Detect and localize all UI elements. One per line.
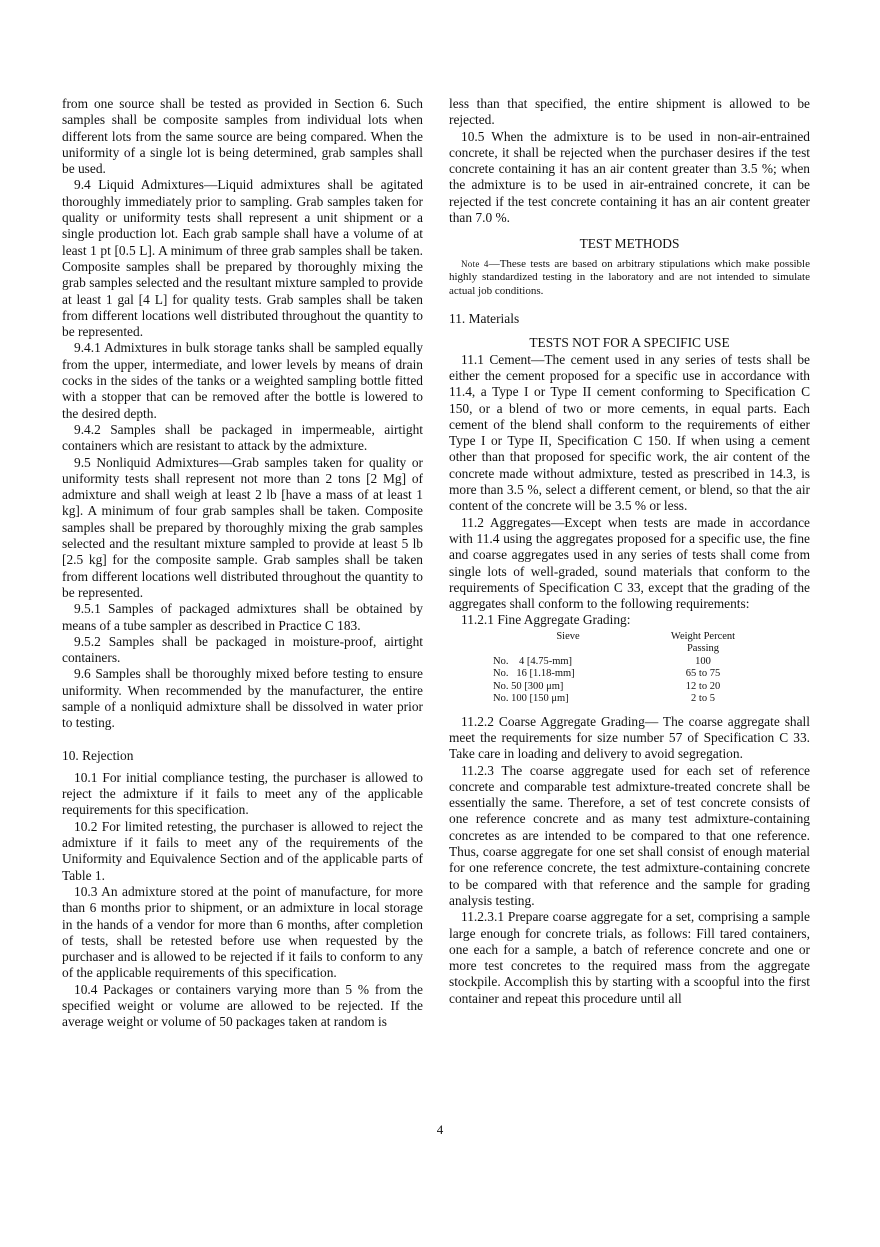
paragraph-9-4-1: 9.4.1 Admixtures in bulk storage tanks shall be sampled equally from the upper, intermediate, and lower levels by means of drain cocks in the sides of the tanks or a weighted sampling bottle fitted with a stopper that can be removed after the bottle is lowered to the desired depth.	[62, 340, 423, 421]
heading-test-methods: TEST METHODS	[579, 236, 680, 252]
paragraph-10-4: 10.4 Packages or containers varying more than 5 % from the specified weight or volume are allowed to be rejected. If the average weight or volume of 50 packages taken at random is	[62, 981, 423, 1030]
paragraph: less than that specified, the entire shipment is allowed to be rejected.	[449, 96, 810, 128]
note-text: —These tests are based on arbitrary stipulations which make possible highly standardized testing in the laboratory and are not intended to simulate actual job conditions.	[449, 257, 810, 298]
table-row	[493, 656, 763, 669]
sieve-cell: No. 16 [1.18-mm]	[493, 668, 575, 680]
heading-tests-not-specific: TESTS NOT FOR A SPECIFIC USE	[529, 335, 730, 351]
paragraph-9-4: 9.4 Liquid Admixtures—Liquid admixtures shall be agitated thoroughly immediately prior to sampling. Grab samples taken for quality or uniformity tests shall represent a unit shipment or a single production lot. Each grab sample shall have a volume of at least 1 pt [0.5 L]. A minimum of three grab samples shall be taken. Composite samples shall be prepared by thoroughly mixing the grab samples selected and the resultant mixture sampled to provide at least 1 gal [4 L] for quality tests. Grab samples shall be taken from different locations well distributed throughout the quantity to be represented.	[62, 177, 423, 340]
table-row	[493, 668, 763, 681]
paragraph-10-3: 10.3 An admixture stored at the point of manufacture, for more than 6 months prior to shipment, or an admixture in local storage in the hands of a vendor for more than 6 months, after completion of tests, shall be retested before use when requested by the purchaser and is allowed to be rejected if it fails to conform to any of the applicable requirements of this specification.	[62, 883, 423, 981]
paragraph-9-6: 9.6 Samples shall be thoroughly mixed before testing to ensure uniformity. When recommended by the manufacturer, the entire sample of a nonliquid admixture shall be dissolved in water prior to testing.	[62, 666, 423, 731]
paragraph-11-2: 11.2 Aggregates—Except when tests are made in accordance with 11.4 using the aggregates proposed for a specific use, the fine and coarse aggregates used in any series of tests shall come from single lots of well-graded, sound materials that conform to the requirements of Specification C 33, except that the grading of the aggregates shall conform to the following requirements:	[449, 514, 810, 612]
paragraph-9-5-1: 9.5.1 Samples of packaged admixtures shall be obtained by means of a tube sampler as described in Practice C 183.	[62, 601, 423, 633]
section-heading-materials: 11. Materials	[449, 311, 520, 327]
fine-aggregate-grading-table	[493, 631, 763, 706]
paragraph-11-1: 11.1 Cement—The cement used in any series of tests shall be either the cement proposed for a specific use in accordance with 11.4, a Type I or Type II cement conforming to Specification C 150, or a blend of two or more cements, in equal parts. Each cement of the blend shall conform to the requirements of either Type I or Type II, Specification C 150. If when using a cement other than that proposed for specific work, the air content of the concrete made without admixture, tested as prescribed in 14.3, is more than 3.5 %, select a different cement, or blend, so that the air content of the concrete will be 3.5 % or less.	[449, 351, 810, 514]
section-heading-rejection: 10. Rejection	[62, 747, 134, 763]
sieve-cell: No. 50 [300 μm]	[493, 680, 564, 692]
table-row	[493, 693, 763, 706]
paragraph-9-5: 9.5 Nonliquid Admixtures—Grab samples taken for quality or uniformity tests shall represent not more than 2 tons [2 Mg] of admixture and shall weigh at least 2 lb [have a mass of at least 1 kg]. A minimum of four grab samples shall be taken. Composite samples shall be prepared by thoroughly mixing the grab samples selected and the resultant mixture sampled to provide at least 5 lb [2.5 kg] for the composite sample. Grab samples shall be taken from different locations well distributed throughout the quantity to be represented.	[62, 454, 423, 600]
percent-cell: 2 to 5	[691, 693, 715, 705]
table-header-passing: Passing	[686, 643, 720, 655]
sieve-cell: No. 100 [150 μm]	[493, 693, 569, 705]
paragraph: from one source shall be tested as provided in Section 6. Such samples shall be composite samples from individual lots when different lots from the same source are being compared. When the uniformity of a single lot is being determined, grab samples shall be used.	[62, 96, 423, 177]
sieve-cell: No. 4 [4.75-mm]	[493, 655, 573, 667]
table-row	[493, 681, 763, 694]
note-4	[449, 258, 810, 299]
paragraph-9-4-2: 9.4.2 Samples shall be packaged in impermeable, airtight containers which are resistant to attack by the admixture.	[62, 421, 423, 454]
right-column	[449, 96, 810, 1007]
note-label: Note 4	[461, 258, 489, 269]
percent-cell: 100	[695, 655, 711, 667]
paragraph-9-5-2: 9.5.2 Samples shall be packaged in moisture-proof, airtight containers.	[62, 633, 423, 666]
percent-cell: 12 to 20	[685, 680, 721, 692]
page-number: 4	[436, 1122, 444, 1137]
percent-cell: 65 to 75	[685, 668, 721, 680]
paragraph-10-5: 10.5 When the admixture is to be used in non-air-entrained concrete, it shall be rejected when the purchaser desires if the test concrete containing it has an air content greater than 3.5 %; when the admixture is to be used in air-entrained concrete, it can be rejected if the test concrete containing it has an air content greater than 7.0 %.	[449, 128, 810, 226]
table-header-sieve: Sieve	[556, 630, 580, 642]
paragraph-11-2-2: 11.2.2 Coarse Aggregate Grading— The coarse aggregate shall meet the requirements for size number 57 of Specification C 33. Take care in loading and delivery to avoid segregation.	[449, 713, 810, 762]
table-header-weight-percent: Weight Percent	[670, 630, 736, 642]
paragraph-10-2: 10.2 For limited retesting, the purchaser is allowed to reject the admixture if it fails to meet any of the requirements of the Uniformity and Equivalence Section and of the applicable parts of Table 1.	[62, 818, 423, 883]
paragraph-11-2-1: 11.2.1 Fine Aggregate Grading:	[461, 612, 631, 628]
paragraph-11-2-3: 11.2.3 The coarse aggregate used for each set of reference concrete and comparable test admixture-treated concrete shall be essentially the same. Therefore, a set of test concrete consists of one reference concrete and as many test admixture-containing concretes as are intended to be compared to that one reference. Thus, coarse aggregate for one set shall consist of enough material for one reference concrete, the test admixture-containing concrete to be compared with that reference and the sample for grading analysis testing.	[449, 762, 810, 908]
paragraph-10-1: 10.1 For initial compliance testing, the purchaser is allowed to reject the admixture if it fails to meet any of the applicable requirements for this specification.	[62, 769, 423, 818]
left-column	[62, 96, 423, 1031]
paragraph-11-2-3-1: 11.2.3.1 Prepare coarse aggregate for a set, comprising a sample large enough for concrete trials, as follows: Fill tared containers, one each for a sample, a batch of reference concrete and one or more test concretes to the required mass from the aggregate stockpile. Accomplish this by starting with a scoopful into the first container and repeat this procedure until all	[449, 909, 810, 1006]
